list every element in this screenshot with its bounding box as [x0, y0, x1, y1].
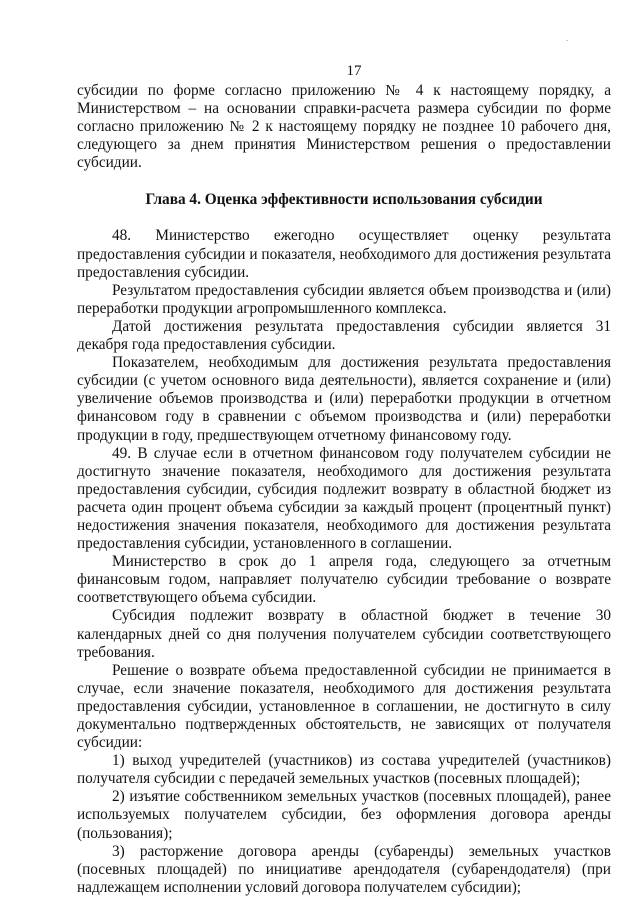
paragraph-refund-term: Субсидия подлежит возврату в областной бюджет в течение 30 календарных дней со дня получения получателем субсидии соответствующего требования. [77, 607, 611, 661]
paragraph-ministry-deadline: Министерство в срок до 1 апреля года, следующего за отчетным финансовым годом, направляет получателю субсидии требование о возврате соответствующего объема субсидии. [77, 553, 611, 607]
paragraph-continuation: субсидии по форме согласно приложению № 4 к настоящему порядку, а Министерством – на основании справки-расчета размера субсидии по форме согласно приложению № 2 к настоящему порядку не позднее 10 рабочего дня, следующего за днем принятия Министерством решения о предоставлении субсидии. [77, 82, 611, 172]
paragraph-indicator: Показателем, необходимым для достижения результата предоставления субсидии (с учетом основного вида деятельности), является сохранение и (или) увеличение объемов производства и (или) переработки продукции в отчетном финансовом году в сравнении с объемом производства и (или) переработки продукции в году, предшествующем отчетному финансовому году. [77, 354, 611, 444]
list-item-2: 2) изъятие собственником земельных участков (посевных площадей), ранее используемых получателем субсидии, без оформления договора аренды (пользования); [77, 788, 611, 842]
scan-speck [566, 40, 568, 41]
document-page [77, 62, 611, 897]
page-number: 17 [346, 63, 362, 79]
paragraph-result: Результатом предоставления субсидии является объем производства и (или) переработки продукции агропромышленного комплекса. [77, 281, 611, 317]
chapter-title: Глава 4. Оценка эффективности использования субсидии [145, 191, 543, 209]
paragraph-refund-exemption: Решение о возврате объема предоставленной субсидии не принимается в случае, если значение показателя, необходимого для достижения результата предоставления субсидии, установленное в соглашении, не достигнуто в силу документально подтвержденных обстоятельств, не зависящих от получателя субсидии: [77, 661, 611, 752]
paragraph-49: 49. В случае если в отчетном финансовом году получателем субсидии не достигнуто значение показателя, необходимого для достижения результата предоставления субсидии, субсидия подлежит возврату в областной бюджет из расчета один процент объема субсидии за каждый процент (процентный пункт) недостижения значения показателя, необходимого для достижения результата предоставления субсидии, установленного в соглашении. [77, 444, 611, 553]
paragraph-result-date: Датой достижения результата предоставления субсидии является 31 декабря года предоставления субсидии. [77, 317, 611, 354]
list-item-3: 3) расторжение договора аренды (субаренды) земельных участков (посевных площадей) по инициативе арендодателя (субарендодателя) (при надлежащем исполнении условий договора получателем субсидии); [77, 842, 611, 896]
paragraph-48: 48. Министерство ежегодно осуществляет оценку результата предоставления субсидии и показателя, необходимого для достижения результата предоставления субсидии. [77, 227, 611, 281]
list-item-1: 1) выход учредителей (участников) из состава учредителей (участников) получателя субсидии с передачей земельных участков (посевных площадей); [77, 752, 611, 788]
